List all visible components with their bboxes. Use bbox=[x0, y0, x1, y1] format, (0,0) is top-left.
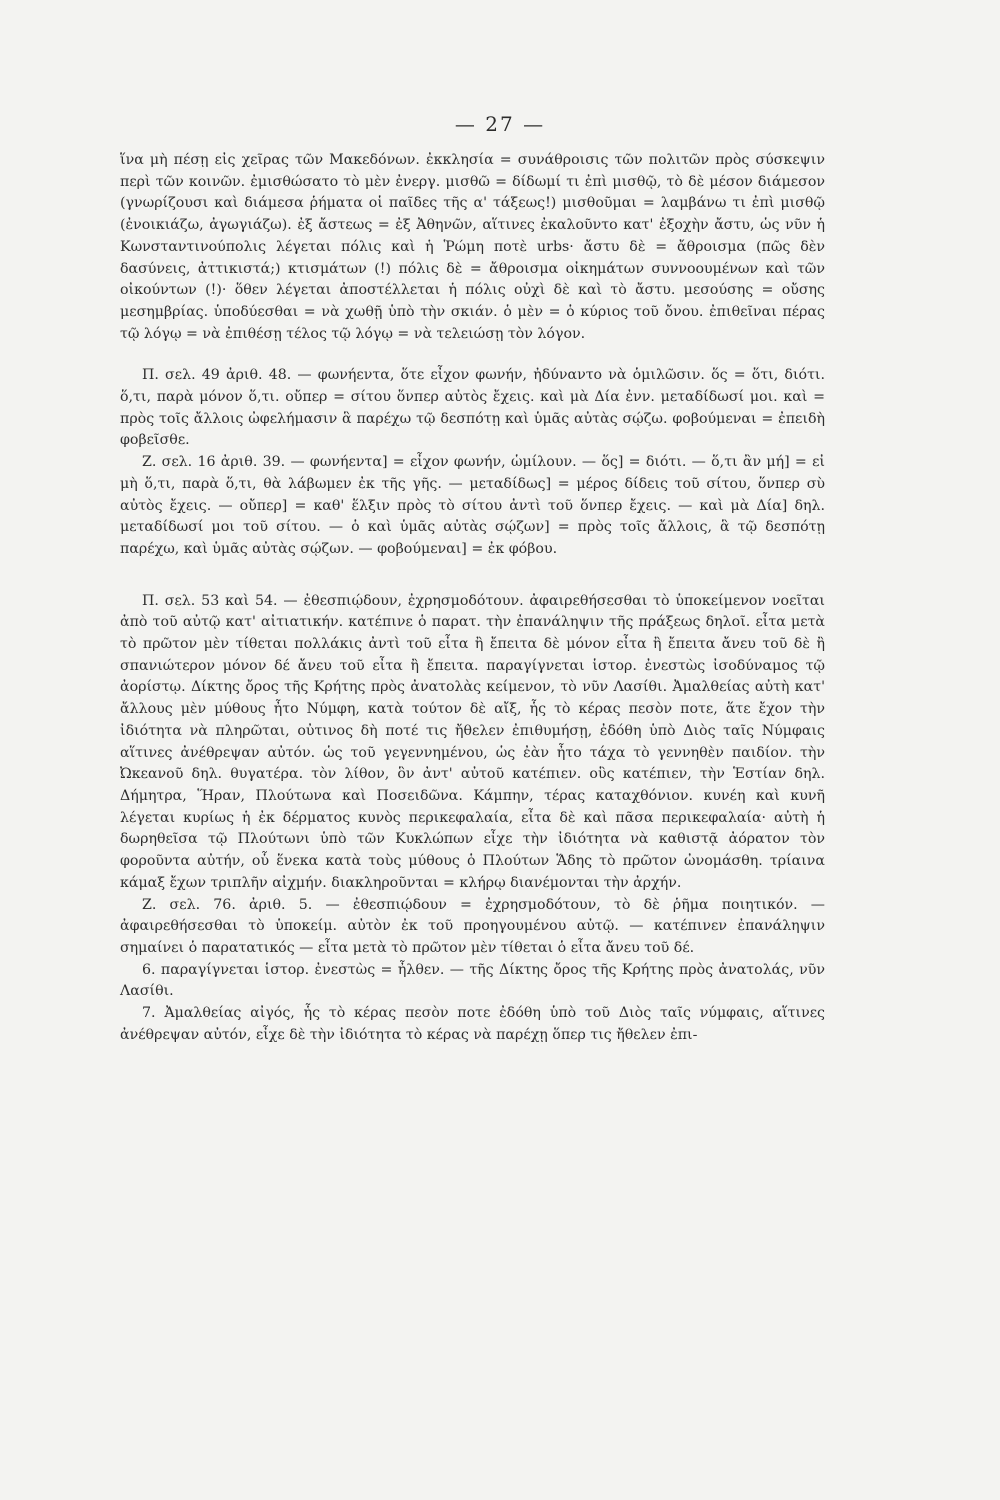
body-text bbox=[120, 150, 825, 1046]
paragraph-5: Ζ. σελ. 76. ἀριθ. 5. — ἐθεσπιῴδουν = ἐχρησμοδότουν, τὸ δὲ ῥῆμα ποιητικόν. — ἀφαιρεθήσεσθαι τὸ ὑποκείμ. αὐτὸν ἐκ τοῦ προηγουμένου αὐτῷ. — κατέπινεν ἐπανάληψιν σημαίνει ὁ παρατατικός — εἶτα μετὰ τὸ πρῶτον μὲν τίθεται ὁ εἶτα ἄνευ τοῦ δέ. bbox=[120, 896, 825, 956]
paragraph-4: Π. σελ. 53 καὶ 54. — ἐθεσπιῴδουν, ἐχρησμοδότουν. ἀφαιρεθήσεσθαι τὸ ὑποκείμενον νοεῖται ἀπὸ τοῦ αὐτῷ κατ' αἰτιατικήν. κατέπινε ὁ παρατ. τὴν ἐπανάληψιν τῆς πράξεως δηλοῖ. εἶτα μετὰ τὸ πρῶτον μὲν τίθεται πολλάκις ἀντὶ τοῦ εἶτα ἢ ἔπειτα δὲ μόνον εἶτα ἢ ἔπειτα ἄνευ τοῦ δὲ ἢ σπανιώτερον μόνον δέ ἄνευ τοῦ εἶτα ἢ ἔπειτα. παραγίγνεται ἱστορ. ἐνεστὼς ἰσοδύναμος τῷ ἀορίστῳ. Δίκτης ὄρος τῆς Κρήτης πρὸς ἀνατολὰς κείμενον, τὸ νῦν Λασίθι. Ἀμαλθείας αὐτὴ κατ' ἄλλους μὲν μύθους ἦτο Νύμφη, κατὰ τούτον δὲ αἴξ, ἧς τὸ κέρας πεσὸν ποτε, ἅτε ἔχον τὴν ἰδιότητα νὰ πληρῶται, οὐτινος δὴ ποτέ τις ἤθελεν ἐπιθυμήσῃ, ἐδόθη ὑπὸ Διὸς ταῖς Νύμφαις αἵτινες ἀνέθρεψαν αὐτόν. ὡς τοῦ γεγεννημένου, ὡς ἐὰν ἦτο τάχα τὸ γεννηθὲν παιδίον. τὴν Ὠκεανοῦ δηλ. θυγατέρα. τὸν λίθον, ὃν ἀντ' αὐτοῦ κατέπιεν. οὓς κατέπιεν, τὴν Ἑστίαν δηλ. Δήμητρα, Ἥραν, Πλούτωνα καὶ Ποσειδῶνα. Κάμπην, τέρας καταχθόνιον. κυνέη καὶ κυνῆ λέγεται κυρίως ἡ ἐκ δέρματος κυνὸς περικεφαλαία, εἶτα δὲ καὶ πᾶσα περικεφαλαία· αὐτὴ ἡ δωρηθεῖσα τῷ Πλούτωνι ὑπὸ τῶν Κυκλώπων εἶχε τὴν ἰδιότητα νὰ καθιστᾷ ἀόρατον τὸν φοροῦντα αὐτήν, οὗ ἕνεκα κατὰ τοὺς μύθους ὁ Πλούτων Ἅδης τὸ πρῶτον ὠνομάσθη. τρίαινα κάμαξ ἔχων τριπλῆν αἰχμήν. διακληροῦνται = κλήρῳ διανέμονται τὴν ἀρχήν. bbox=[120, 592, 825, 891]
paragraph-7: 7. Ἀμαλθείας αἰγός, ἧς τὸ κέρας πεσὸν ποτε ἐδόθη ὑπὸ τοῦ Διὸς ταῖς νύμφαις, αἵτινες ἀνέθρεψαν αὐτόν, εἶχε δὲ τὴν ἰδιότητα τὸ κέρας νὰ παρέχῃ ὅπερ τις ἤθελεν ἐπι- bbox=[120, 1005, 825, 1043]
page-number: — 27 — bbox=[454, 112, 546, 136]
paragraph-2: Π. σελ. 49 ἀριθ. 48. — φωνήεντα, ὅτε εἶχον φωνήν, ἠδύναντο νὰ ὁμιλῶσιν. ὅς = ὅτι, διότι. ὅ,τι, παρὰ μόνον ὅ,τι. οὔπερ = σίτου ὅνπερ αὐτὸς ἔχεις. καὶ μὰ Δία ἐνν. μεταδίδωσί μοι. καὶ = πρὸς τοῖς ἄλλοις ὠφελήμασιν ἃ παρέχω τῷ δεσπότῃ καὶ ὑμᾶς αὐτὰς σῴζω. φοβούμεναι = ἐπειδὴ φοβεῖσθε. bbox=[120, 367, 825, 449]
paragraph-6: 6. παραγίγνεται ἱστορ. ἐνεστὼς = ἦλθεν. — τῆς Δίκτης ὄρος τῆς Κρήτης πρὸς ἀνατολάς, νῦν Λασίθι. bbox=[120, 961, 825, 1000]
paragraph-gap bbox=[120, 345, 825, 365]
section-gap bbox=[120, 561, 825, 591]
paragraph-1: ἵνα μὴ πέσῃ εἰς χεῖρας τῶν Μακεδόνων. ἐκκλησία = συνάθροισις τῶν πολιτῶν πρὸς σύσκεψιν περὶ τῶν κοινῶν. ἐμισθώσατο τὸ μὲν ἐνεργ. μισθῶ = δίδωμί τι ἐπὶ μισθῷ, τὸ δὲ μέσον διάμεσον (γνωρίζουσι καὶ διάμεσα ῥήματα οἱ παῖδες τῆς α' τάξεως!) μισθοῦμαι = λαμβάνω τι ἐπὶ μισθῷ (ἐνοικιάζω, ἀγωγιάζω). ἐξ ἄστεως = ἐξ Ἀθηνῶν, αἵτινες ἐκαλοῦντο κατ' ἐξοχὴν ἄστυ, ὡς νῦν ἡ Κωνσταντινούπολις λέγεται πόλις καὶ ἡ Ῥώμη ποτὲ urbs· ἄστυ δὲ = ἄθροισμα (πῶς δὲν δασύνεις, ἀττικιστά;) κτισμάτων (!) πόλις δὲ = ἄθροισμα οἰκημάτων συννοουμένων καὶ τῶν οἰκούντων (!)· ὅθεν λέγεται ἀποστέλλεται ἡ πόλις οὐχὶ δὲ καὶ τὸ ἄστυ. μεσούσης = οὔσης μεσημβρίας. ὑποδύεσθαι = νὰ χωθῇ ὑπὸ τὴν σκιάν. ὁ μὲν = ὁ κύριος τοῦ ὄνου. ἐπιθεῖναι πέρας τῷ λόγῳ = νὰ ἐπιθέσῃ τέλος τῷ λόγῳ = νὰ τελειώσῃ τὸν λόγον. bbox=[120, 152, 825, 342]
paragraph-3: Ζ. σελ. 16 ἀριθ. 39. — φωνήεντα] = εἶχον φωνήν, ὡμίλουν. — ὅς] = διότι. — ὅ,τι ἂν μή] = εἰ μὴ ὅ,τι, παρὰ ὅ,τι, θὰ λάβωμεν ἐκ τῆς γῆς. — μεταδίδως] = μέρος δίδεις τοῦ σίτου, ὅνπερ σὺ αὐτὸς ἔχεις. — οὔπερ] = καθ' ἕλξιν πρὸς τὸ σίτου ἀντὶ τοῦ ὅνπερ ἔχεις. — καὶ μὰ Δία] δηλ. μεταδίδωσί μοι τοῦ σίτου. — ὁ καὶ ὑμᾶς αὐτὰς σῴζων] = πρὸς τοῖς ἄλλοις, ἃ τῷ δεσπότῃ παρέχω, καὶ ὑμᾶς αὐτὰς σῴζων. — φοβούμεναι] = ἐκ φόβου. bbox=[120, 454, 825, 557]
